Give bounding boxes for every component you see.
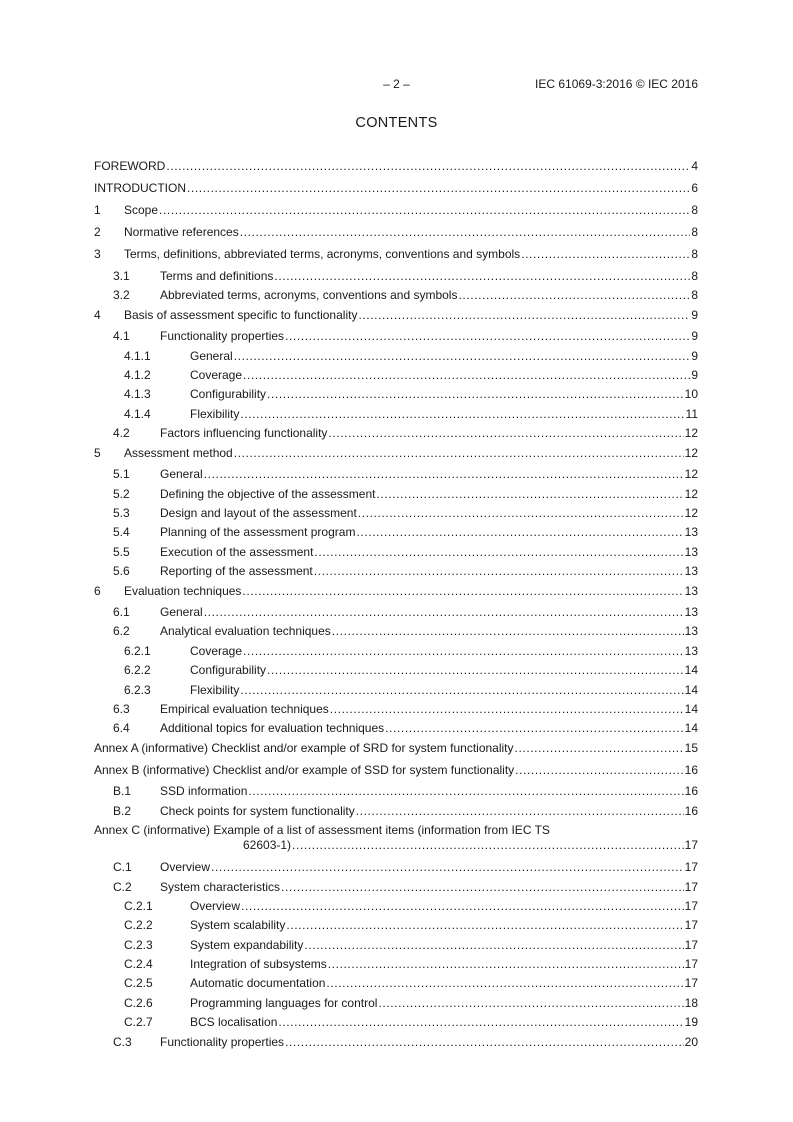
toc-entry-number: C.2.1 [124, 899, 153, 913]
toc-entry-page: 17 [684, 976, 698, 990]
dot-leader [240, 683, 683, 698]
toc-entry-page: 8 [691, 225, 698, 239]
toc-entry-number: 6.1 [113, 605, 130, 619]
toc-entry[interactable] [94, 823, 698, 853]
toc-entry-number: C.2.7 [124, 1015, 153, 1029]
toc-entry[interactable] [94, 525, 698, 540]
toc-entry-page: 17 [684, 957, 698, 971]
toc-entry-page: 13 [684, 545, 698, 559]
standard-reference: IEC 61069-3:2016 © IEC 2016 [535, 77, 698, 91]
toc-entry-page: 12 [684, 506, 698, 520]
toc-entry-title: Overview [190, 899, 241, 913]
toc-entry-number: C.1 [113, 860, 132, 874]
dot-leader [326, 976, 683, 991]
toc-entry-title: Functionality properties [160, 329, 285, 343]
dot-leader [292, 838, 684, 853]
toc-entry[interactable] [94, 918, 698, 933]
toc-entry-title: Planning of the assessment program [160, 525, 356, 539]
toc-entry-number: 4.1.4 [124, 407, 151, 421]
toc-entry-page: 9 [691, 308, 698, 322]
toc-entry-title: General [160, 605, 203, 619]
toc-entry[interactable] [94, 159, 698, 174]
toc-entry-page: 20 [684, 1035, 698, 1049]
toc-entry[interactable] [94, 349, 698, 364]
toc-entry-number: 4.1 [113, 329, 130, 343]
toc-entry[interactable] [94, 1035, 698, 1050]
toc-entry-page: 14 [684, 702, 698, 716]
dot-leader [278, 1015, 683, 1030]
dot-leader [159, 203, 690, 218]
toc-entry-title: Overview [160, 860, 211, 874]
dot-leader [356, 804, 684, 819]
dot-leader [328, 426, 683, 441]
toc-entry-title: Analytical evaluation techniques [160, 624, 331, 638]
toc-entry-page: 6 [691, 181, 698, 195]
toc-entry[interactable] [94, 203, 698, 218]
dot-leader [356, 525, 683, 540]
toc-entry-page: 14 [684, 683, 698, 697]
dot-leader [521, 247, 690, 262]
toc-entry[interactable] [94, 784, 698, 799]
toc-entry-page: 14 [684, 663, 698, 677]
dot-leader [304, 938, 683, 953]
toc-entry-title: Defining the objective of the assessment [160, 487, 376, 501]
toc-entry-title: Check points for system functionality [160, 804, 355, 818]
toc-entry-page: 9 [691, 368, 698, 382]
toc-entry[interactable] [94, 426, 698, 441]
toc-entry[interactable] [94, 506, 698, 521]
toc-entry-number: C.2 [113, 880, 132, 894]
dot-leader [243, 644, 684, 659]
dot-leader [267, 663, 684, 678]
toc-entry-number: C.2.5 [124, 976, 153, 990]
toc-entry-title: System characteristics [160, 880, 281, 894]
dot-leader [285, 329, 690, 344]
toc-entry-page: 12 [684, 467, 698, 481]
toc-entry-number: C.2.4 [124, 957, 153, 971]
dot-leader [274, 269, 690, 284]
dot-leader [240, 225, 691, 240]
toc-entry-page: 17 [684, 880, 698, 894]
toc-entry-title: Additional topics for evaluation techniques [160, 721, 385, 735]
toc-entry[interactable] [94, 996, 698, 1011]
toc-entry-number: 2 [94, 225, 101, 239]
toc-entry-page: 16 [684, 804, 698, 818]
toc-entry[interactable] [94, 860, 698, 875]
toc-entry-page: 12 [684, 446, 698, 460]
toc-entry-page: 17 [684, 938, 698, 952]
toc-entry-title: Terms and definitions [160, 269, 274, 283]
toc-entry[interactable] [94, 957, 698, 972]
dot-leader [204, 605, 684, 620]
toc-entry-title: Assessment method [124, 446, 233, 460]
toc-entry-number: 1 [94, 203, 101, 217]
dot-leader [243, 368, 690, 383]
toc-entry-title: Factors influencing functionality [160, 426, 328, 440]
toc-entry[interactable] [94, 308, 698, 323]
toc-entry-page: 8 [691, 269, 698, 283]
toc-entry-number: 3 [94, 247, 101, 261]
toc-entry-title: FOREWORD [94, 159, 166, 173]
toc-entry[interactable] [94, 584, 698, 599]
dot-leader [234, 349, 691, 364]
dot-leader [332, 624, 684, 639]
dot-leader [385, 721, 683, 736]
toc-entry[interactable] [94, 387, 698, 402]
toc-entry-page: 13 [684, 605, 698, 619]
dot-leader [458, 288, 690, 303]
toc-entry[interactable] [94, 938, 698, 953]
toc-entry[interactable] [94, 605, 698, 620]
dot-leader [358, 308, 690, 323]
toc-entry-page: 17 [684, 899, 698, 913]
toc-entry[interactable] [94, 624, 698, 639]
toc-entry-title: Flexibility [190, 683, 240, 697]
toc-entry-number: C.2.6 [124, 996, 153, 1010]
toc-entry-page: 17 [684, 918, 698, 932]
dot-leader [241, 899, 684, 914]
toc-entry-page: 12 [684, 487, 698, 501]
toc-entry-title: INTRODUCTION [94, 181, 186, 195]
toc-entry-title: Functionality properties [160, 1035, 285, 1049]
toc-entry[interactable] [94, 446, 698, 461]
toc-entry-number: 4.1.1 [124, 349, 151, 363]
toc-entry-page: 8 [691, 288, 698, 302]
toc-entry-number: C.2.3 [124, 938, 153, 952]
toc-entry[interactable] [94, 487, 698, 502]
dot-leader [285, 1035, 684, 1050]
dot-leader [281, 880, 684, 895]
toc-entry-title: General [190, 349, 233, 363]
toc-entry-title: Automatic documentation [190, 976, 326, 990]
dot-leader [234, 446, 684, 461]
toc-entry-title: Evaluation techniques [124, 584, 242, 598]
toc-entry-number: 4.2 [113, 426, 130, 440]
dot-leader [328, 957, 684, 972]
toc-entry-number: 3.1 [113, 269, 130, 283]
toc-entry-title: SSD information [160, 784, 248, 798]
toc-entry-number: 6.2.2 [124, 663, 151, 677]
toc-entry-page: 8 [691, 247, 698, 261]
dot-leader [376, 487, 683, 502]
toc-entry-page: 9 [691, 329, 698, 343]
toc-entry[interactable] [94, 545, 698, 560]
toc-entry-number: 6.2.3 [124, 683, 151, 697]
toc-entry-title: Annex B (informative) Checklist and/or example of SSD for system functionality [94, 763, 515, 777]
dot-leader [242, 584, 683, 599]
toc-entry[interactable] [94, 683, 698, 698]
toc-entry[interactable] [94, 1015, 698, 1030]
toc-entry-page: 13 [684, 584, 698, 598]
toc-entry-title: Annex C (informative) Example of a list of assessment items (information from IEC TS [94, 823, 550, 837]
toc-entry-title: General [160, 467, 203, 481]
toc-entry-page: 18 [684, 996, 698, 1010]
toc-entry[interactable] [94, 663, 698, 678]
toc-entry-page: 15 [684, 741, 698, 755]
toc-entry[interactable] [94, 721, 698, 736]
toc-entry-title: System scalability [190, 918, 286, 932]
dot-leader [204, 467, 684, 482]
toc-entry-number: 6.2 [113, 624, 130, 638]
toc-entry[interactable] [94, 804, 698, 819]
toc-entry-title-continued: 62603-1) [243, 838, 292, 852]
page-number: – 2 – [383, 77, 410, 91]
dot-leader [358, 506, 684, 521]
toc-entry-number: 6.2.1 [124, 644, 151, 658]
toc-entry-title: Reporting of the assessment [160, 564, 313, 578]
toc-entry-title: System expandability [190, 938, 304, 952]
toc-entry-number: C.2.2 [124, 918, 153, 932]
toc-entry[interactable] [94, 644, 698, 659]
contents-title: CONTENTS [355, 115, 438, 131]
toc-entry[interactable] [94, 880, 698, 895]
toc-entry-page: 9 [691, 349, 698, 363]
toc-entry[interactable] [94, 288, 698, 303]
toc-entry[interactable] [94, 269, 698, 284]
toc-entry-page: 13 [684, 525, 698, 539]
toc-entry-title: Coverage [190, 368, 243, 382]
toc-entry-number: 5.3 [113, 506, 130, 520]
toc-entry[interactable] [94, 763, 698, 778]
toc-entry[interactable] [94, 329, 698, 344]
toc-entry-title: Coverage [190, 644, 243, 658]
dot-leader [378, 996, 683, 1011]
toc-entry-page: 16 [684, 784, 698, 798]
toc-entry-number: 4 [94, 308, 101, 322]
toc-entry-page: 19 [684, 1015, 698, 1029]
dot-leader [314, 564, 684, 579]
toc-entry[interactable] [94, 564, 698, 579]
toc-entry-number: 6.4 [113, 721, 130, 735]
toc-entry[interactable] [94, 247, 698, 262]
toc-entry[interactable] [94, 225, 698, 240]
toc-entry[interactable] [94, 181, 698, 196]
dot-leader [515, 741, 684, 756]
toc-entry[interactable] [94, 976, 698, 991]
toc-entry-title: Scope [124, 203, 159, 217]
toc-entry[interactable] [94, 368, 698, 383]
toc-entry-number: 4.1.3 [124, 387, 151, 401]
toc-entry-number: 5.5 [113, 545, 130, 559]
toc-entry-number: 4.1.2 [124, 368, 151, 382]
toc-entry-page: 11 [685, 407, 698, 421]
toc-entry-title: Normative references [124, 225, 239, 239]
toc-entry-number: 5.2 [113, 487, 130, 501]
toc-entry-page: 17 [684, 860, 698, 874]
toc-entry-page: 13 [684, 624, 698, 638]
toc-entry-page: 16 [684, 763, 698, 777]
toc-entry-title: Programming languages for control [190, 996, 378, 1010]
dot-leader [187, 181, 690, 196]
toc-entry[interactable] [94, 899, 698, 914]
toc-entry-title: Configurability [190, 663, 267, 677]
dot-leader [211, 860, 684, 875]
toc-entry-number: C.3 [113, 1035, 132, 1049]
toc-entry-page: 13 [684, 564, 698, 578]
toc-entry-title: Annex A (informative) Checklist and/or example of SRD for system functionality [94, 741, 514, 755]
toc-entry-number: 5.1 [113, 467, 130, 481]
dot-leader [166, 159, 690, 174]
dot-leader [286, 918, 683, 933]
toc-entry-page: 13 [684, 644, 698, 658]
toc-entry-number: 6.3 [113, 702, 130, 716]
toc-entry-title: Configurability [190, 387, 267, 401]
toc-entry-title: Design and layout of the assessment [160, 506, 357, 520]
toc-entry-title: Integration of subsystems [190, 957, 327, 971]
toc-entry-number: 3.2 [113, 288, 130, 302]
dot-leader [267, 387, 684, 402]
toc-entry-page: 10 [684, 387, 698, 401]
toc-entry-page: 4 [691, 159, 698, 173]
toc-entry-page: 14 [684, 721, 698, 735]
toc-entry-page: 8 [691, 203, 698, 217]
dot-leader [314, 545, 683, 560]
toc-entry-page: 17 [684, 838, 698, 852]
dot-leader [248, 784, 683, 799]
toc-entry-number: 5 [94, 446, 101, 460]
dot-leader [515, 763, 683, 778]
toc-entry-number: 6 [94, 584, 101, 598]
dot-leader [240, 407, 684, 422]
toc-entry[interactable] [94, 741, 698, 756]
toc-entry-title: Empirical evaluation techniques [160, 702, 329, 716]
toc-entry-title: Execution of the assessment [160, 545, 314, 559]
toc-entry[interactable] [94, 702, 698, 717]
toc-entry-title: Basis of assessment specific to functionality [124, 308, 358, 322]
toc-entry-page: 12 [684, 426, 698, 440]
toc-entry-title: Terms, definitions, abbreviated terms, acronyms, conventions and symbols [124, 247, 521, 261]
toc-entry-title: Abbreviated terms, acronyms, conventions and symbols [160, 288, 458, 302]
dot-leader [330, 702, 684, 717]
toc-entry-number: 5.6 [113, 564, 130, 578]
toc-entry-number: B.2 [113, 804, 132, 818]
toc-entry-number: B.1 [113, 784, 132, 798]
toc-entry[interactable] [94, 407, 698, 422]
toc-entry-title: Flexibility [190, 407, 240, 421]
toc-entry-number: 5.4 [113, 525, 130, 539]
toc-entry[interactable] [94, 467, 698, 482]
toc-entry-title: BCS localisation [190, 1015, 278, 1029]
